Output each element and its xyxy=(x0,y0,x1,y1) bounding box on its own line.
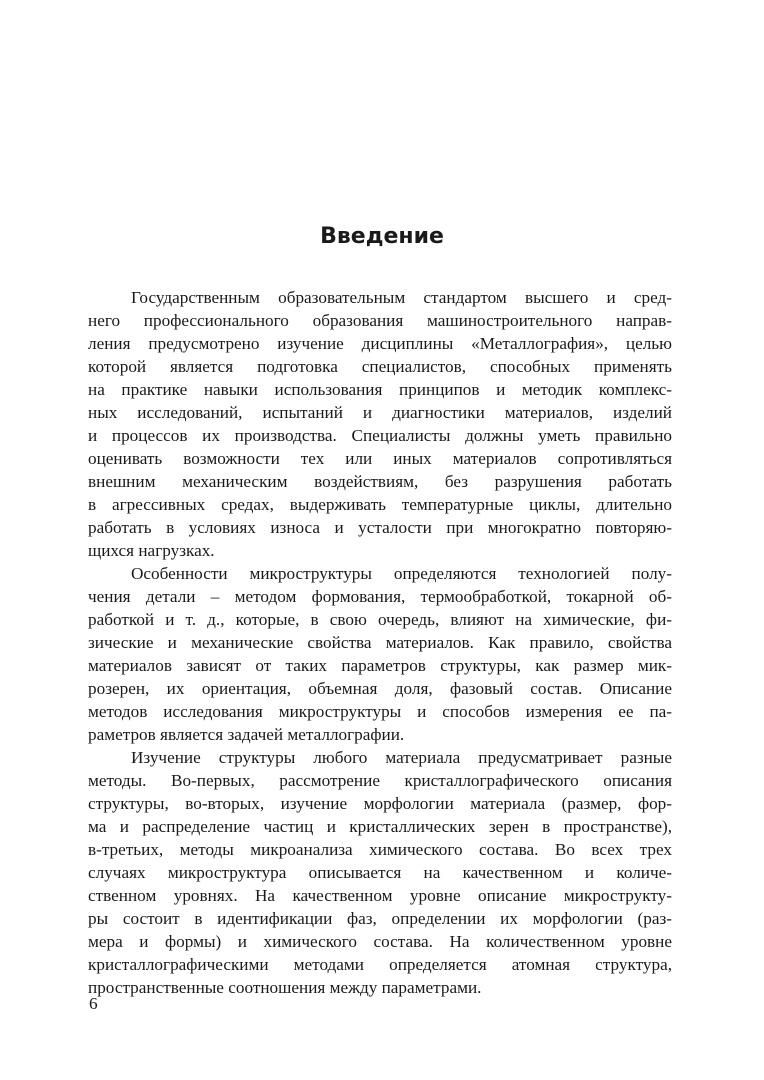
page-title: Введение xyxy=(320,224,444,249)
page-number: 6 xyxy=(89,994,98,1013)
text-line: случаях микроструктура описывается на качественном и количе- xyxy=(88,863,672,882)
text-line: зические и механические свойства материалов. Как правило, свойства xyxy=(88,633,672,652)
text-line: розерен, их ориентация, объемная доля, фазовый состав. Описание xyxy=(88,679,672,698)
text-line: мера и формы) и химического состава. На количественном уровне xyxy=(88,932,672,951)
text-line: Изучение структуры любого материала предусматривает разные xyxy=(131,748,672,767)
text-line: кристаллографическими методами определяется атомная структура, xyxy=(88,955,672,974)
text-line: Государственным образовательным стандартом высшего и сред- xyxy=(131,288,672,307)
text-line: в-третьих, методы микроанализа химического состава. Во всех трех xyxy=(88,840,672,859)
text-line: работать в условиях износа и усталости при многократно повторяю- xyxy=(88,518,672,537)
text-line: работкой и т. д., которые, в свою очередь, влияют на химические, фи- xyxy=(88,610,672,629)
text-line: методов исследования микроструктуры и способов измерения ее па- xyxy=(88,702,672,721)
text-line: раметров является задачей металлографии. xyxy=(88,725,405,744)
text-line: щихся нагрузках. xyxy=(88,541,215,560)
text-line: ных исследований, испытаний и диагностики материалов, изделий xyxy=(88,403,672,422)
text-line: и процессов их производства. Специалисты должны уметь правильно xyxy=(88,426,672,445)
text-line: ственном уровнях. На качественном уровне описание микрострукту- xyxy=(88,886,672,905)
text-line: Особенности микроструктуры определяются технологией полу- xyxy=(131,564,672,583)
text-line: пространственные соотношения между параметрами. xyxy=(88,978,482,997)
text-line: внешним механическим воздействиям, без разрушения работать xyxy=(88,472,672,491)
text-line: оценивать возможности тех или иных материалов сопротивляться xyxy=(88,449,672,468)
text-line: него профессионального образования машиностроительного направ- xyxy=(88,311,672,330)
text-line: чения детали – методом формования, термообработкой, токарной об- xyxy=(88,587,672,606)
text-line: на практике навыки использования принципов и методик комплекс- xyxy=(88,380,672,399)
text-line: в агрессивных средах, выдерживать температурные циклы, длительно xyxy=(88,495,672,514)
text-line: методы. Во-первых, рассмотрение кристаллографического описания xyxy=(88,771,672,790)
text-line: ления предусмотрено изучение дисциплины «Металлография», целью xyxy=(88,334,672,353)
text-line: ма и распределение частиц и кристаллических зерен в пространстве), xyxy=(88,817,672,836)
text-line: ры состоит в идентификации фаз, определении их морфологии (раз- xyxy=(88,909,672,928)
text-line: структуры, во-вторых, изучение морфологии материала (размер, фор- xyxy=(88,794,672,813)
text-line: которой является подготовка специалистов, способных применять xyxy=(88,357,672,376)
text-line: материалов зависят от таких параметров структуры, как размер мик- xyxy=(88,656,672,675)
